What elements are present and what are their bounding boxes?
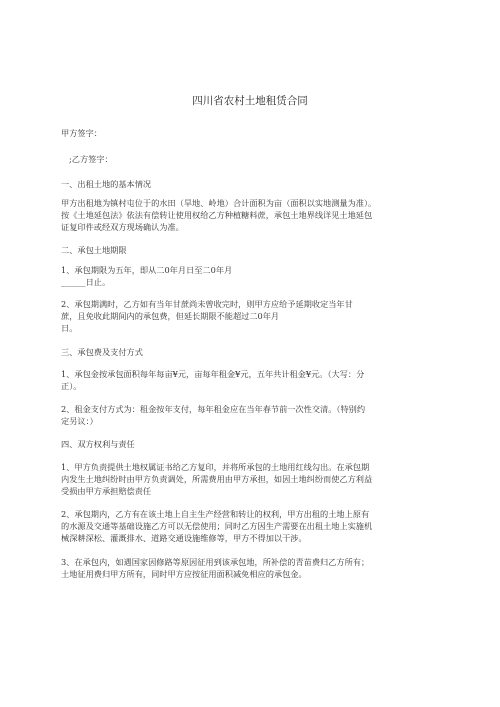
section-3-p2-line: 2、租金支付方式为：租金按年支付，每年租金应在当年春节前一次性交清。（特别约 — [61, 404, 366, 414]
section-1-line: 甲方出租地为镇村屯位于的水田（旱地、岭地）合计面积为亩（面积以实地测量为准）。 — [61, 198, 377, 208]
section-1-line: 证复印件或经双方现场确认为准。 — [61, 222, 184, 232]
section-3-p1-line: 1、承包金按承包面积每年每亩¥元，亩每年租金¥元，五年共计租金¥元。（大写：分 — [61, 369, 365, 379]
section-4-p1-line: 内发生土地纠纷时由甲方负责调处，所需费用由甲方承担，如因土地纠纷而使乙方利益 — [61, 474, 373, 484]
section-4-p1-line: 1、甲方负责提供土地权属证书给乙方复印，并将所承包的土地用红线勾出。在承包期 — [61, 462, 370, 472]
party-a-signature: 甲方签字： — [61, 128, 102, 138]
section-2-p2-line: 蔗，且免收此期间内的承包费，但延长期限不能超过二0年月 — [61, 311, 280, 321]
section-2-p2-line: 日。 — [61, 323, 78, 333]
section-4-p3-line: 3、在承包内，如遇国家因修路等原因征用到该承包地，所补偿的青苗费归乙方所有； — [61, 557, 370, 567]
section-1-line: 按《土地延包法》依法有偿转让使用权给乙方种植糖料蔗，承包土地界线详见土地延包 — [61, 210, 373, 220]
section-4-heading: 四、双方权利与责任 — [61, 439, 135, 449]
party-b-signature: ;乙方签字： — [69, 154, 113, 164]
section-2-p1-line: ______日止。 — [61, 277, 111, 287]
section-3-p2-line: 定另议：） — [61, 416, 98, 426]
section-4-p1-line: 受损由甲方承担赔偿责任 — [61, 486, 152, 496]
section-2-p1-line: 1、承包期限为五年，即从二0年月日至二0年月 — [61, 265, 233, 275]
section-3-heading: 三、承包费及支付方式 — [61, 347, 143, 357]
section-4-p2-line: 械深耕深松、灌溉排水、道路交通设施维修等，甲方不得加以干涉。 — [61, 533, 307, 543]
section-4-p3-line: 土地征用费归甲方所有，同时甲方应按征用面积减免相应的承包金。 — [61, 569, 307, 579]
section-1-heading: 一、出租土地的基本情况 — [61, 179, 152, 189]
section-2-p2-line: 2、承包期满时，乙方如有当年甘蔗尚未曾收完时，则甲方应给予延期收定当年甘 — [61, 299, 353, 309]
section-3-p1-line: 正）。 — [61, 381, 82, 391]
section-4-p2-line: 2、承包期内，乙方有在该土地上自主生产经营和转让的权利，甲方出租的土地上原有 — [61, 509, 370, 519]
section-4-p2-line: 的水源及交通等基础设施乙方可以无偿使用；同时乙方因生产需要在出租土地上实施机 — [61, 521, 373, 531]
section-2-heading: 二、承包土地期限 — [61, 245, 127, 255]
page-title: 四川省农村土地租赁合同 — [192, 95, 308, 107]
